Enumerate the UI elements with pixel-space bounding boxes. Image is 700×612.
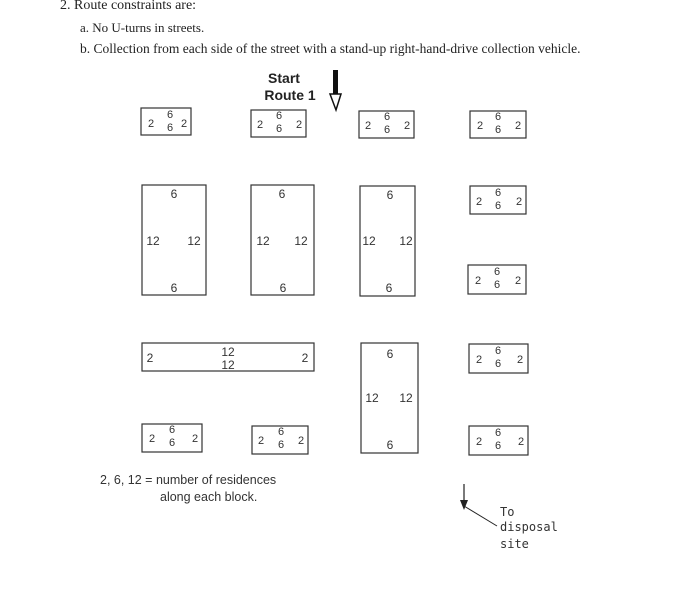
svg-text:6: 6	[277, 426, 285, 438]
svg-text:2: 2	[191, 433, 199, 445]
svg-text:6: 6	[386, 347, 394, 361]
small-block	[468, 265, 526, 294]
svg-text:6: 6	[166, 109, 174, 121]
svg-text:2: 2	[475, 196, 483, 208]
svg-text:2: 2	[364, 120, 372, 132]
small-block	[251, 110, 306, 137]
svg-text:2: 2	[146, 351, 154, 365]
svg-text:6: 6	[166, 122, 174, 134]
svg-text:6: 6	[494, 427, 502, 439]
svg-text:2: 2	[147, 118, 155, 130]
start-arrow-icon	[330, 70, 341, 110]
start-label: Start	[268, 70, 300, 86]
svg-text:6: 6	[277, 439, 285, 451]
tall-block	[361, 343, 418, 453]
svg-text:6: 6	[279, 281, 287, 295]
svg-text:2: 2	[474, 275, 482, 287]
svg-text:12: 12	[399, 391, 413, 405]
svg-text:6: 6	[386, 188, 394, 202]
disposal-label-1: To	[500, 505, 515, 519]
svg-text:6: 6	[494, 345, 502, 357]
svg-text:2: 2	[476, 120, 484, 132]
svg-text:12: 12	[221, 345, 235, 359]
small-block	[469, 426, 528, 455]
small-block	[142, 424, 202, 452]
route-label: Route 1	[264, 87, 316, 103]
svg-text:12: 12	[256, 234, 270, 248]
svg-text:2: 2	[516, 354, 524, 366]
svg-text:2: 2	[256, 119, 264, 131]
svg-text:12: 12	[362, 234, 376, 248]
svg-text:6: 6	[493, 279, 501, 291]
legend-line-2: along each block.	[160, 490, 258, 504]
page-heading: 2. Route constraints are:	[60, 0, 197, 13]
svg-text:2: 2	[297, 435, 305, 447]
constraint-no-u-turns: a. No U-turns in streets.	[80, 20, 205, 35]
disposal-label-3: site	[500, 537, 529, 551]
svg-text:2: 2	[517, 436, 525, 448]
svg-text:6: 6	[494, 187, 502, 199]
svg-text:2: 2	[148, 433, 156, 445]
svg-text:12: 12	[365, 391, 379, 405]
tall-block	[360, 186, 415, 296]
disposal-label-2: disposal	[500, 520, 558, 534]
svg-text:2: 2	[180, 118, 188, 130]
svg-text:6: 6	[170, 187, 178, 201]
svg-text:6: 6	[275, 110, 283, 122]
svg-text:12: 12	[399, 234, 413, 248]
svg-text:6: 6	[385, 281, 393, 295]
svg-text:6: 6	[494, 124, 502, 136]
constraint-collection-sides: b. Collection from each side of the street with a stand-up right-hand-drive collection vehicle.	[80, 41, 581, 56]
svg-text:6: 6	[494, 440, 502, 452]
svg-text:12: 12	[221, 358, 235, 372]
svg-text:6: 6	[493, 266, 501, 278]
svg-text:6: 6	[386, 438, 394, 452]
svg-text:2: 2	[515, 196, 523, 208]
small-block	[470, 186, 526, 214]
svg-text:6: 6	[168, 424, 176, 436]
svg-text:6: 6	[278, 187, 286, 201]
svg-text:6: 6	[170, 281, 178, 295]
wide-block	[142, 343, 314, 372]
svg-text:2: 2	[301, 351, 309, 365]
svg-text:2: 2	[514, 275, 522, 287]
svg-text:6: 6	[494, 200, 502, 212]
svg-text:6: 6	[494, 358, 502, 370]
svg-text:12: 12	[294, 234, 308, 248]
small-block	[470, 111, 526, 138]
svg-text:6: 6	[168, 437, 176, 449]
svg-text:12: 12	[187, 234, 201, 248]
svg-text:6: 6	[275, 123, 283, 135]
small-block	[141, 108, 191, 135]
disposal-arrow-icon	[460, 484, 497, 526]
legend-line-1: 2, 6, 12 = number of residences	[100, 473, 277, 487]
svg-text:6: 6	[383, 111, 391, 123]
small-block	[359, 111, 414, 138]
svg-text:6: 6	[383, 124, 391, 136]
svg-text:2: 2	[514, 120, 522, 132]
svg-text:2: 2	[403, 120, 411, 132]
svg-text:2: 2	[295, 119, 303, 131]
svg-text:2: 2	[475, 436, 483, 448]
svg-text:12: 12	[146, 234, 160, 248]
svg-text:6: 6	[494, 111, 502, 123]
svg-text:2: 2	[475, 354, 483, 366]
tall-block	[142, 185, 206, 295]
small-block	[252, 426, 308, 454]
svg-text:2: 2	[257, 435, 265, 447]
tall-block	[251, 185, 314, 295]
small-block	[469, 344, 528, 373]
